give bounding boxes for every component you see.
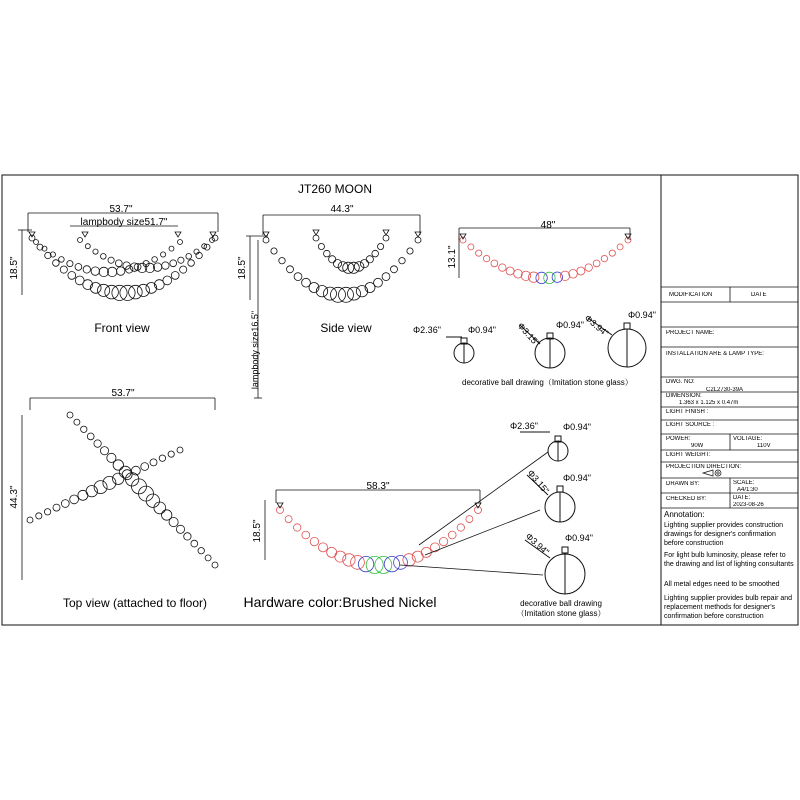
crystal-ball	[176, 525, 184, 533]
dwg-no-value: C2L2730-39A	[706, 387, 744, 393]
mount-hook	[175, 232, 181, 237]
crystal-ball	[204, 244, 210, 250]
crystal-ball	[316, 286, 327, 297]
top-view-label: Top view (attached to floor)	[62, 596, 208, 610]
crystal-ball	[212, 562, 218, 568]
crystal-ball	[394, 556, 408, 570]
crystal-ball	[560, 271, 569, 280]
crystal-ball	[499, 264, 506, 271]
front-view-label: Front view	[94, 321, 150, 335]
crystal-ball	[329, 256, 336, 263]
date-label: DATE:	[733, 495, 751, 501]
crystal-ball	[483, 255, 489, 261]
crystal-ball	[161, 252, 166, 257]
ball-caption-1: decorative ball drawing（Imitation stone glass）	[462, 378, 633, 387]
crystal-ball	[113, 460, 123, 470]
crystal-ball	[319, 543, 328, 552]
crystal-ball	[302, 531, 310, 539]
top-height-label: 44.3"	[9, 485, 20, 509]
crystal-ball	[374, 278, 383, 287]
crystal-ball	[178, 257, 184, 263]
crystal-ball	[188, 260, 195, 267]
detail1-chain	[460, 234, 631, 284]
crystal-ball	[382, 273, 390, 281]
detail1-height-label: 13.1"	[447, 245, 458, 269]
crystal-ball	[491, 260, 498, 267]
crystal-ball	[415, 237, 421, 243]
power-label: POWER:	[666, 436, 691, 442]
side-height-label: 18.5"	[237, 256, 248, 280]
side-view	[246, 215, 421, 398]
scale-value: A4/1:30	[737, 487, 758, 493]
crystal-ball	[180, 266, 187, 273]
annotation-note-2: For light bulb luminosity, please refer to the drawing and list of lighting consultants	[664, 552, 794, 568]
crystal-ball	[53, 260, 60, 267]
crystal-ball	[324, 250, 331, 257]
crystal-ball	[593, 260, 600, 267]
crystal-ball	[78, 238, 83, 243]
front-chain	[29, 232, 218, 301]
crystal-ball	[170, 260, 177, 267]
crystal-ball	[61, 500, 69, 508]
crystal-ball	[162, 262, 169, 269]
date-value: 2023-08-26	[733, 502, 764, 508]
crystal-ball	[339, 287, 354, 302]
crystal-ball	[366, 256, 373, 263]
crystal-ball	[74, 419, 80, 425]
crystal-ball	[169, 246, 174, 251]
crystal-ball	[178, 240, 183, 245]
crystal-ball	[372, 250, 379, 257]
crystal-ball	[171, 272, 179, 280]
crystal-ball	[81, 426, 87, 432]
crystal-ball	[101, 253, 107, 259]
voltage-label: VOLTAGE:	[733, 436, 763, 442]
crystal-ball	[100, 447, 108, 455]
crystal-ball	[399, 258, 405, 264]
crystal-ball	[285, 516, 292, 523]
crystal-ball	[75, 264, 82, 271]
crystal-ball	[609, 250, 615, 256]
crystal-ball	[112, 285, 127, 300]
mount-hook	[82, 232, 88, 237]
dimension-label: DIMENSION:	[666, 393, 702, 399]
crystal-ball	[85, 244, 90, 249]
crystal-ball	[163, 276, 172, 285]
ball-a1-diameter: Φ2.36"	[413, 325, 441, 335]
crystal-ball	[585, 264, 592, 271]
crystal-ball	[186, 253, 192, 259]
crystal-ball	[150, 459, 157, 466]
crystal-ball	[59, 257, 65, 263]
crystal-ball	[87, 433, 94, 440]
crystal-ball	[177, 447, 183, 453]
crystal-ball	[108, 267, 117, 276]
crystal-ball	[391, 266, 398, 273]
crystal-ball	[154, 502, 166, 514]
ball-a2-pipe: Φ0.94"	[563, 422, 591, 432]
crystal-ball	[53, 504, 60, 511]
crystal-ball	[335, 551, 346, 562]
leader-b	[425, 510, 540, 555]
crystal-ball	[360, 260, 368, 268]
crystal-ball	[506, 267, 514, 275]
crystal-ball	[431, 543, 440, 552]
hardware-color-label: Hardware color:Brushed Nickel	[243, 594, 437, 610]
front-width-label: 53.7"	[109, 204, 133, 215]
ball-b2-pipe: Φ0.94"	[563, 473, 591, 483]
checked-by-label: CHECKED BY:	[666, 496, 707, 502]
crystal-ball	[577, 267, 585, 275]
front-inner-label: lampbody size51.7"	[80, 217, 168, 228]
crystal-ball	[279, 258, 285, 264]
crystal-ball	[198, 548, 204, 554]
ball-b2-diameter: Φ3.15"	[525, 467, 552, 496]
detail1-view	[459, 228, 631, 284]
crystal-ball	[90, 283, 101, 294]
crystal-ball	[333, 260, 341, 268]
mount-hook	[313, 230, 319, 235]
crystal-ball	[119, 466, 131, 478]
top-width-label: 53.7"	[111, 388, 135, 399]
crystal-ball	[78, 490, 88, 500]
crystal-ball	[67, 261, 73, 267]
detail1-width-label: 48"	[540, 220, 556, 231]
crystal-ball	[60, 266, 67, 273]
installation-label: INSTALLATION ARE & LAMP TYPE:	[666, 351, 764, 357]
dimension-value: 1.363 x 1.125 x 0.47m	[679, 400, 739, 406]
crystal-ball	[168, 451, 174, 457]
crystal-ball	[569, 270, 578, 279]
ball-a2	[520, 432, 568, 461]
crystal-ball	[476, 250, 482, 256]
crystal-ball	[137, 284, 149, 296]
side-view-label: Side view	[320, 321, 372, 335]
light-finish-label: LIGHT FINISH :	[666, 409, 709, 415]
crystal-ball	[468, 244, 474, 250]
ball-b1-pipe: Φ0.94"	[556, 320, 584, 330]
ball-c2-pipe: Φ0.94"	[565, 533, 593, 543]
side-width-label: 44.3"	[330, 204, 354, 215]
crystal-ball	[439, 537, 447, 545]
crystal-ball	[407, 248, 413, 254]
ball-a2-diameter: Φ2.36"	[510, 421, 538, 431]
detail2-height-label: 18.5"	[252, 519, 263, 543]
crystal-ball	[348, 287, 361, 300]
leader-a	[419, 452, 548, 545]
detail2-view	[265, 452, 548, 575]
crystal-ball	[67, 412, 73, 418]
annotation-title: Annotation:	[664, 510, 705, 519]
leader-c	[400, 565, 543, 575]
crystal-ball	[310, 537, 318, 545]
crystal-ball	[146, 283, 157, 294]
crystal-ball	[294, 273, 302, 281]
crystal-ball	[313, 235, 319, 241]
crystal-ball	[70, 495, 79, 504]
crystal-ball	[601, 255, 607, 261]
crystal-ball	[184, 533, 191, 540]
annotation-note-4: Lighting supplier provides bulb repair and replacement methods for designer's confirmation before construction	[664, 595, 793, 620]
crystal-ball	[466, 516, 473, 523]
side-body-label: lampbody size16.5"	[250, 310, 260, 390]
crystal-ball	[141, 463, 149, 471]
scale-label: SCALE:	[733, 480, 755, 486]
drawn-by-label: DRAWN BY:	[666, 481, 700, 487]
annotation-note-3: All metal edges need to be smoothed	[664, 581, 780, 588]
crystal-ball	[617, 244, 623, 250]
crystal-ball	[263, 237, 269, 243]
crystal-ball	[34, 240, 39, 245]
top-view	[22, 398, 218, 580]
crystal-ball	[294, 524, 301, 531]
crystal-ball	[68, 272, 76, 280]
crystal-ball	[318, 243, 324, 249]
crystal-ball	[331, 287, 346, 302]
detail2-width-label: 58.3"	[366, 481, 390, 492]
mount-hook	[383, 230, 389, 235]
ball-b1-diameter: Φ3.15"	[515, 320, 542, 349]
crystal-ball	[196, 252, 202, 258]
crystal-ball	[44, 509, 50, 515]
ball-a1	[446, 337, 474, 363]
mount-hook	[210, 232, 216, 237]
crystal-ball	[94, 440, 101, 447]
power-value: 90W	[691, 443, 704, 449]
crystal-ball	[93, 249, 98, 254]
side-chain	[263, 230, 421, 302]
crystal-ball	[271, 248, 277, 254]
detail2-chain	[277, 503, 482, 573]
crystal-ball	[152, 257, 158, 263]
light-weight-label: LIGHT WEIGHT:	[666, 452, 711, 458]
crystal-ball	[421, 547, 431, 557]
crystal-ball	[159, 455, 165, 461]
crystal-ball	[83, 266, 90, 273]
ball-c1-pipe: Φ0.94"	[628, 310, 656, 320]
crystal-ball	[36, 513, 42, 519]
crystal-ball	[324, 287, 337, 300]
crystal-ball	[91, 267, 99, 275]
date-header: DATE	[751, 292, 767, 298]
crystal-ball	[356, 286, 367, 297]
crystal-ball	[27, 517, 33, 523]
crystal-ball	[169, 518, 178, 527]
ball-a1-pipe: Φ0.94"	[468, 325, 496, 335]
crystal-ball	[108, 257, 114, 263]
front-height-label: 18.5"	[9, 256, 20, 280]
top-chain	[27, 412, 218, 568]
annotation-note-1: Lighting supplier provides construction drawings for designer's confirmation before construction	[664, 522, 784, 547]
crystal-ball	[287, 266, 294, 273]
crystal-ball	[378, 243, 384, 249]
crystal-ball	[383, 235, 389, 241]
light-source-label: LIGHT SOURCE :	[666, 422, 715, 428]
crystal-ball	[191, 540, 198, 547]
projection-label: PROJECTION DIRECTION:	[666, 464, 742, 470]
project-name-label: PROJECT NAME:	[666, 330, 715, 336]
crystal-ball	[457, 524, 464, 531]
ball-caption-2a: decorative ball drawing	[520, 599, 602, 608]
ball-c2	[525, 540, 585, 594]
crystal-ball	[115, 260, 122, 267]
crystal-ball	[460, 237, 466, 243]
crystal-ball	[99, 267, 108, 276]
voltage-value: 110V	[757, 443, 771, 449]
title-block	[661, 175, 798, 625]
drawing-title: JT260 MOON	[297, 182, 373, 196]
ball-c1-diameter: Φ3.94"	[582, 312, 611, 339]
modification-header: MODIFICATION	[669, 292, 713, 298]
ball-c2-diameter: Φ3.94"	[523, 531, 552, 558]
ball-caption-2b: （Imitation stone glass）	[516, 609, 606, 618]
dwg-no-label: DWG. NO:	[666, 379, 695, 385]
crystal-ball	[448, 531, 456, 539]
crystal-ball	[205, 555, 211, 561]
ball-drawings-row2	[520, 432, 585, 594]
